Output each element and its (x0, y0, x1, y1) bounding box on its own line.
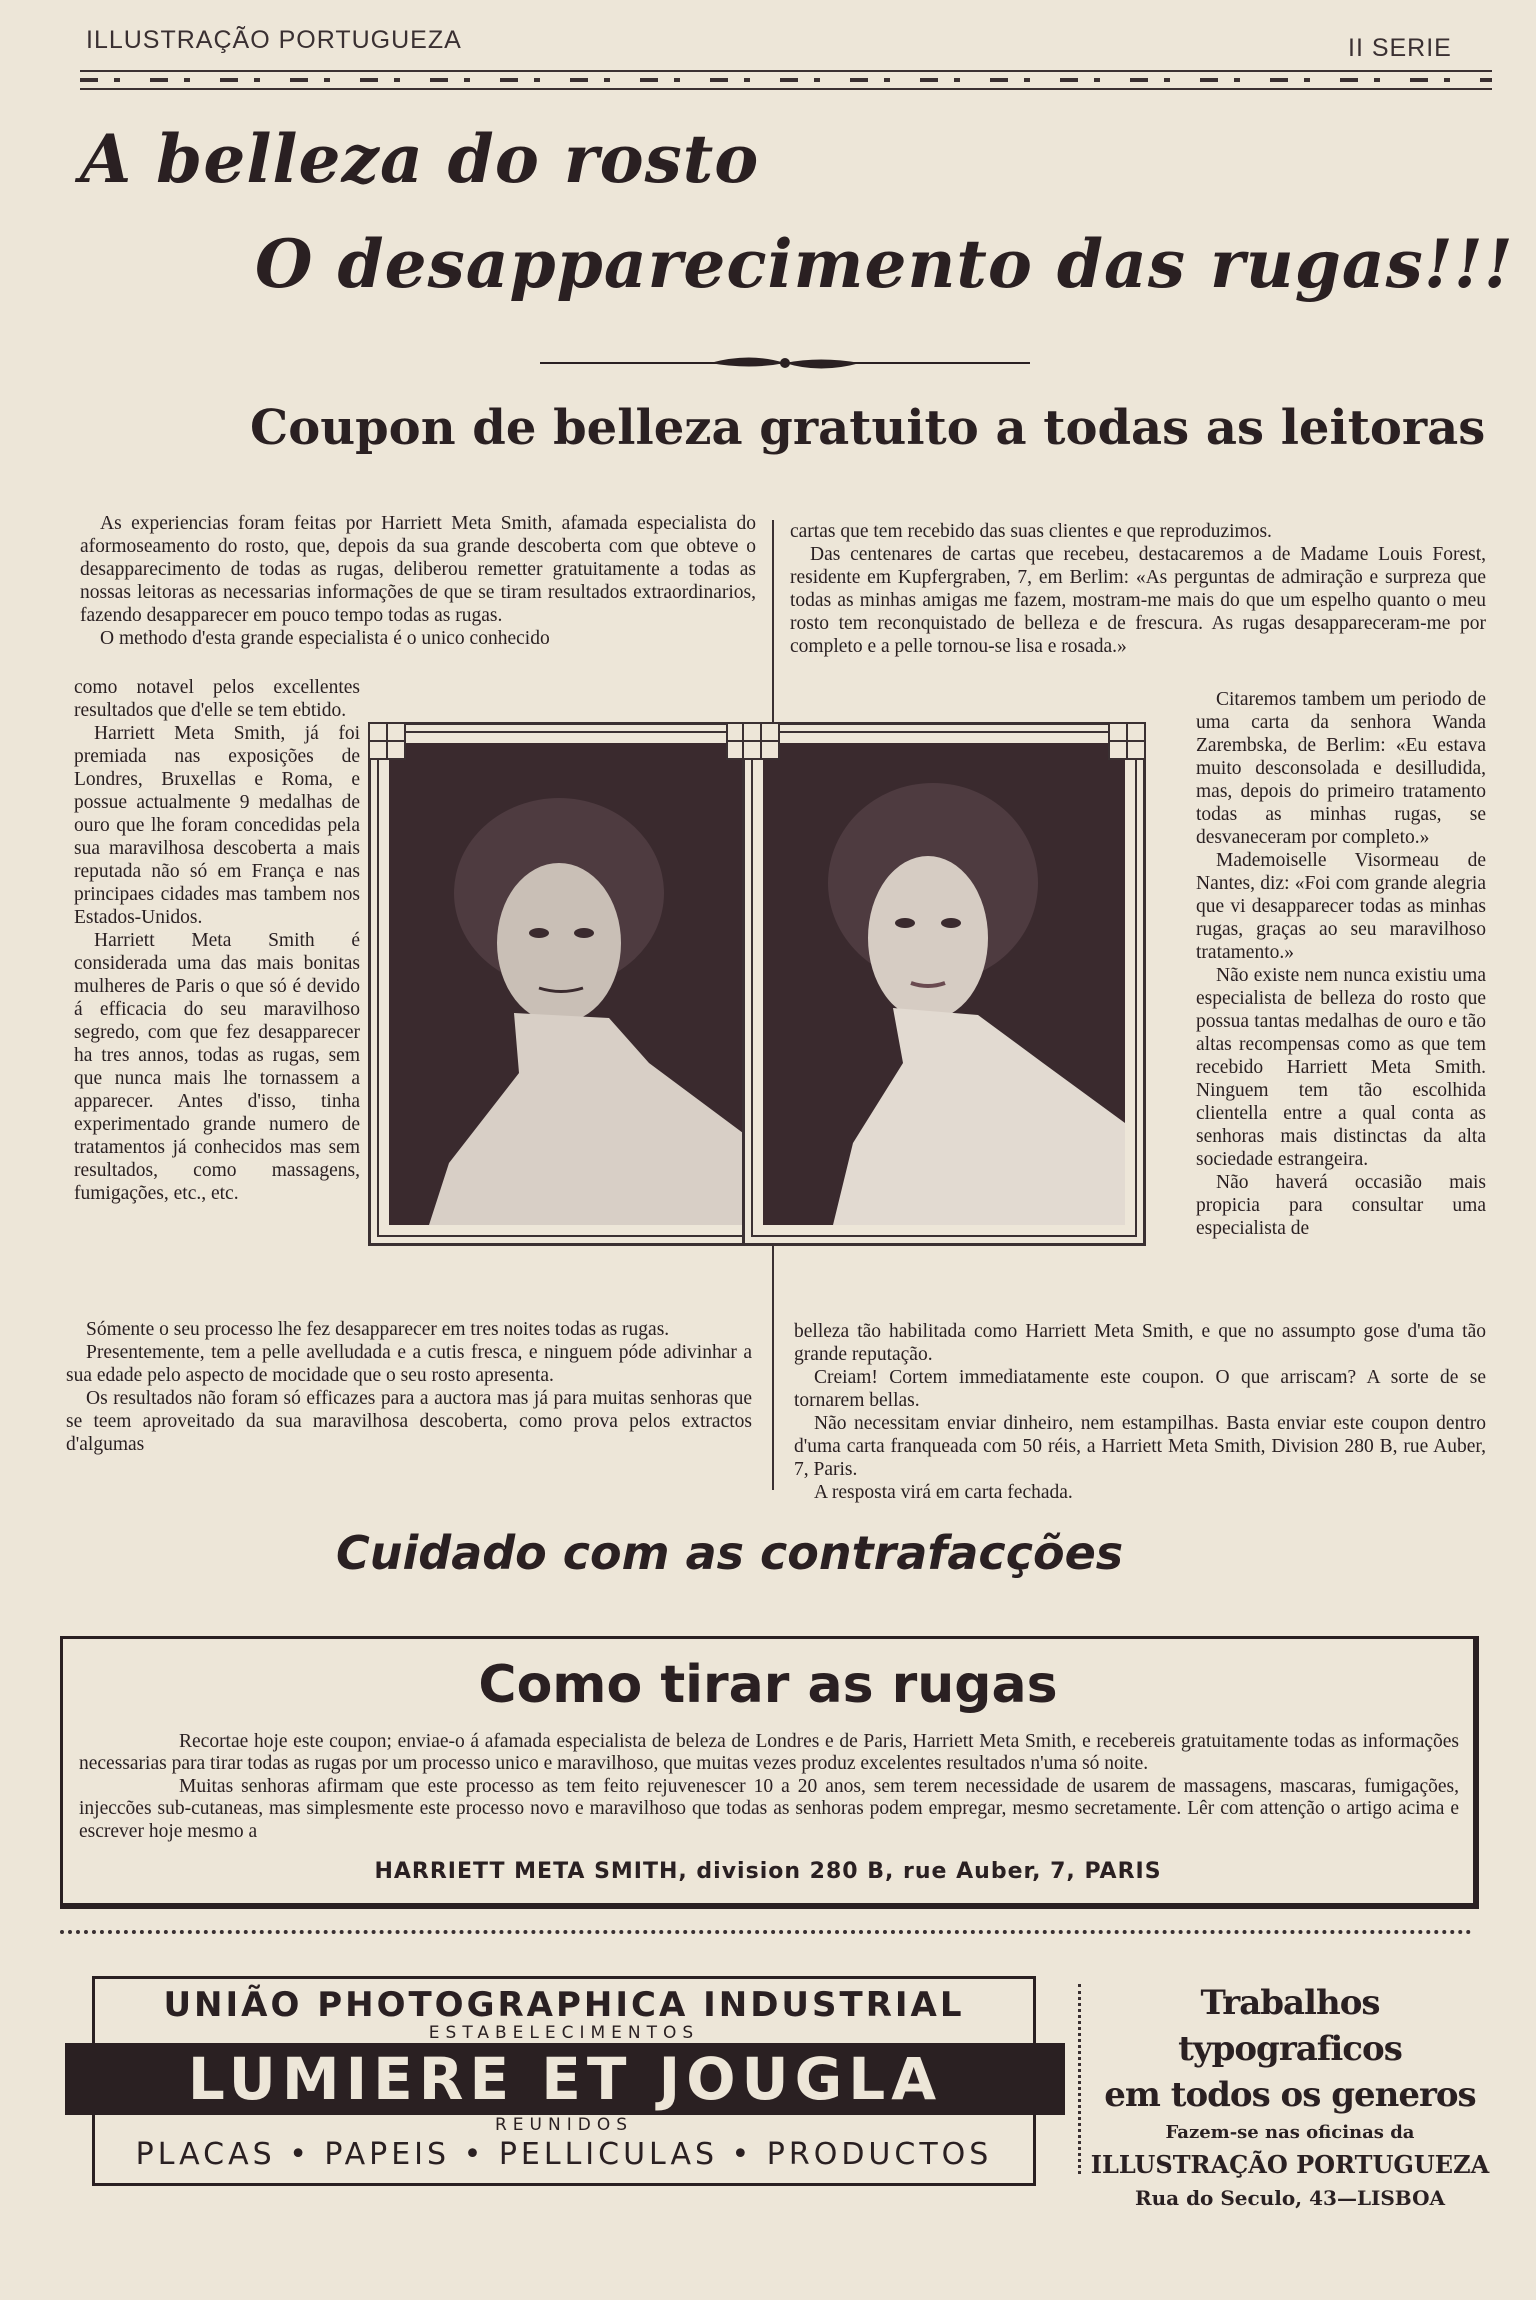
header-rule (80, 70, 1492, 90)
article-paragraph: Não haverá occasião mais propicia para consultar uma especialista de (1196, 1172, 1486, 1239)
frame-corner (742, 722, 780, 760)
typo-line4: ILLUSTRAÇÃO PORTUGUEZA (1090, 2150, 1490, 2179)
typo-line1: Trabalhos typograficos (1178, 1983, 1402, 2069)
article-paragraph: Presentemente, tem a pelle avelludada e a cutis fresca, e ninguem póde adivinhar a sua edade pelo aspecto de mocidade que o seu rosto apresenta. (66, 1342, 752, 1386)
article-paragraph: Creiam! Cortem immediatamente este coupon. O que arriscam? A sorte de se tornarem bellas. (794, 1367, 1486, 1411)
article-paragraph: Não necessitam enviar dinheiro, nem estampilhas. Basta enviar este coupon dentro d'uma carta franqueada com 50 réis, a Harriett Meta Smith, Division 280 B, rue Auber, 7, Paris. (794, 1413, 1486, 1480)
headline-line1: A belleza do rosto (80, 120, 760, 198)
ad-separator (1078, 1984, 1083, 2174)
photo-frame-before (368, 722, 764, 1246)
coupon-box[interactable] (60, 1636, 1479, 1909)
article-paragraph: O methodo d'esta grande especialista é o unico conhecido (100, 628, 550, 649)
lumiere-ad (92, 1976, 1036, 2186)
portrait-before (389, 743, 743, 1225)
article-bottom-left (66, 1318, 752, 1456)
series-label: II SERIE (1348, 34, 1452, 62)
lumiere-brand: LUMIERE ET JOUGLA (65, 2043, 1065, 2115)
article-paragraph: cartas que tem recebido das suas clientes e que reproduzimos. (790, 521, 1272, 542)
lumiere-products: PLACAS • PAPEIS • PELLICULAS • PRODUCTOS (135, 2137, 993, 2172)
lumiere-line1: UNIÃO PHOTOGRAPHICA INDUSTRIAL (163, 1985, 965, 2025)
article-paragraph: Sómente o seu processo lhe fez desapparecer em tres noites todas as rugas. (86, 1319, 670, 1340)
lumiere-line3: REUNIDOS (495, 2115, 633, 2135)
article-paragraph: Os resultados não foram só efficazes para a auctora mas já para muitas senhoras que se teem aproveitado da sua maravilhosa descoberta, como prova pelos extractos d'algumas (66, 1388, 752, 1455)
article-top-right (790, 520, 1486, 658)
headline-line2: O desapparecimento das rugas!!! (255, 225, 1514, 303)
coupon-title: Como tirar as rugas (478, 1655, 1058, 1715)
article-paragraph: As experiencias foram feitas por Harriett Meta Smith, afamada especialista do aformoseamento do rosto, que, depois da sua grande descoberta com que obteve o desapparecimento de todas as rugas, deliberou remetter gratuitamente a todas as nossas leitoras as necessarias informações de que se tiram resultados extraordinarios, fazendo desapparecer em pouco tempo todas as rugas. (80, 513, 756, 626)
article-right-narrow (1196, 688, 1486, 1240)
lumiere-line2: ESTABELECIMENTOS (428, 2023, 700, 2043)
portrait-after (763, 743, 1125, 1225)
photo-frame-after (742, 722, 1146, 1246)
article-paragraph: Das centenares de cartas que recebeu, destacaremos a de Madame Louis Forest, residente em Kupfergraben, 7, em Berlim: «As perguntas de admiração e surpreza que todas as minhas amigas me fazem, mostram-me mais do que um espelho quanto o meu rosto tem reconquistado de belleza e de frescura. As rugas desappareceram-me por completo e a pelle tornou-se lisa e rosada.» (790, 544, 1486, 657)
article-paragraph: como notavel pelos excellentes resultados que d'elle se tem ebtido. (74, 677, 360, 721)
article-paragraph: Harriett Meta Smith, já foi premiada nas exposições de Londres, Bruxellas e Roma, e possue actualmente 9 medalhas de ouro que lhe foram concedidas pela sua maravilhosa descoberta a mais reputada não só em França e nas principaes cidades mas tambem nos Estados-Unidos. (74, 723, 360, 928)
article-paragraph: A resposta virá em carta fechada. (814, 1482, 1073, 1503)
typo-line2: em todos os generos (1104, 2075, 1476, 2115)
coupon-paragraph: Recortae hoje este coupon; enviae-o á afamada especialista de beleza de Londres e de Paris, Harriett Meta Smith, e recebereis gratuitamente todas as informações necessarias para tirar todas as rugas por um processo unico e maravilhoso, que muitas vezes produz excelentes resultados n'uma só noite. (79, 1731, 1459, 1775)
typo-line5: Rua do Seculo, 43—LISBOA (1134, 2186, 1446, 2210)
article-top-left (80, 512, 756, 650)
typography-ad (1090, 1980, 1490, 2214)
article-paragraph: Harriett Meta Smith é considerada uma das mais bonitas mulheres de Paris o que só é devido á efficacia do seu maravilhoso segredo, com que fez desapparecer ha tres annos, todas as rugas, sem que nunca mais lhe tornassem a apparecer. Antes d'isso, tinha experimentado grande numero de tratamentos já conhecidos mas sem resultados, como massagens, fumigações, etc., etc. (74, 930, 360, 1204)
coupon-paragraph: Muitas senhoras afirmam que este processo as tem feito rejuvenescer 10 a 20 anos, sem terem necessidade de usarem de massagens, mascaras, fumigações, injeccões sub-cutaneas, mas simplesmente este processo novo e maravilhoso que todas as senhoras podem empregar, mesmo secretamente. Lêr com attenção o artigo acima e escrever hoje mesmo a (79, 1775, 1459, 1842)
ornament-divider (540, 350, 1030, 376)
warning-heading: Cuidado com as contrafacções (336, 1526, 1124, 1580)
headline-subtitle: Coupon de belleza gratuito a todas as leitoras (250, 400, 1486, 456)
frame-corner (368, 722, 406, 760)
coupon-body (79, 1731, 1459, 1843)
coupon-address: HARRIETT META SMITH, division 280 B, rue Auber, 7, PARIS (374, 1859, 1162, 1884)
frame-corner (1108, 722, 1146, 760)
article-paragraph: belleza tão habilitada como Harriett Meta Smith, e que no assumpto gose d'uma tão grande reputação. (794, 1321, 1486, 1365)
publication-title: ILLUSTRAÇÃO PORTUGUEZA (86, 26, 462, 54)
typo-line3: Fazem-se nas oficinas da (1165, 2122, 1415, 2143)
article-paragraph: Citaremos tambem um periodo de uma carta da senhora Wanda Zarembska, de Berlim: «Eu estava muito desconsolada e desilludida, mas, depois do primeiro tratamento todas as minhas rugas, se desvaneceram por completo.» (1196, 689, 1486, 848)
article-bottom-right (794, 1320, 1486, 1504)
article-paragraph: Não existe nem nunca existiu uma especialista de belleza do rosto que possua tantas medalhas de ouro e tão altas recompensas como as que tem recebido Harriett Meta Smith. Ninguem tem tão escolhida clientella entre a qual conta as senhoras mais distinctas da alta sociedade estrangeira. (1196, 965, 1486, 1170)
article-left-narrow (74, 676, 360, 1205)
article-paragraph: Mademoiselle Visormeau de Nantes, diz: «Foi com grande alegria que vi desapparecer todas as minhas rugas, graças ao seu maravilhoso tratamento.» (1196, 850, 1486, 963)
dotted-divider (60, 1930, 1472, 1934)
